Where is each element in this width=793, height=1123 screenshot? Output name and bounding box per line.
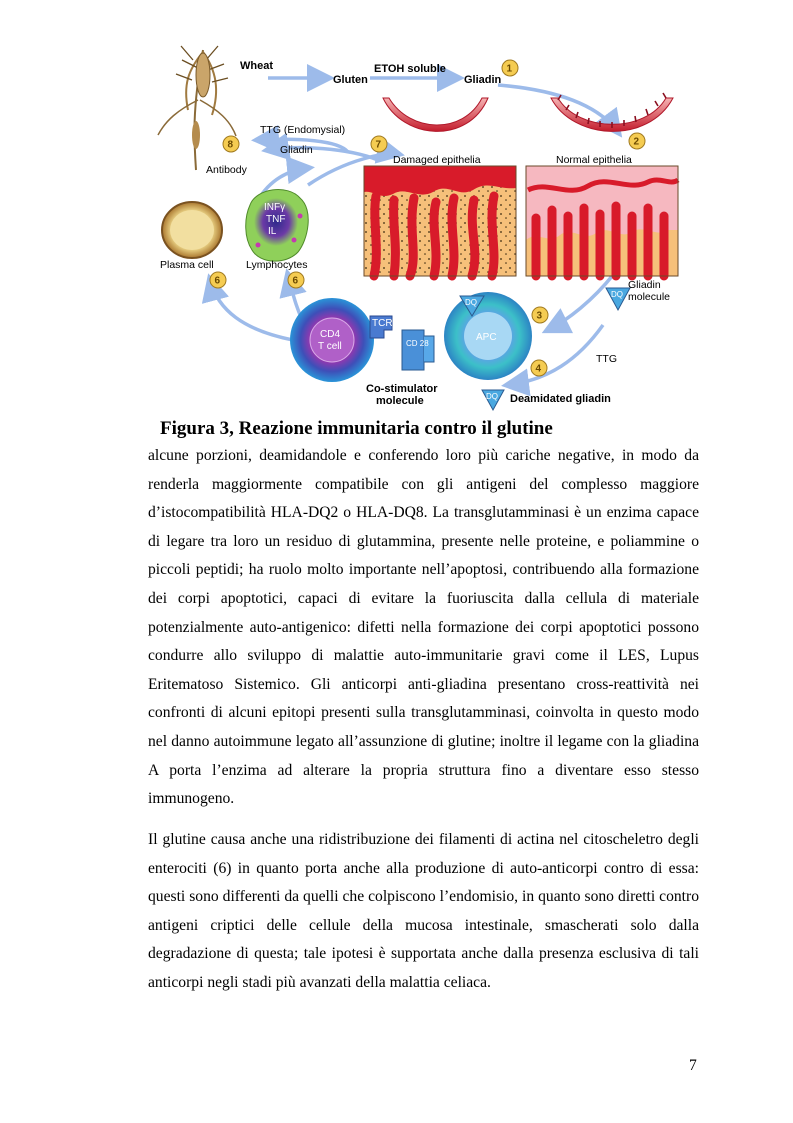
label-costimulator-2: molecule [376,395,424,407]
apc-cell [444,292,532,380]
step-badge-7 [371,136,387,152]
label-antibody: Antibody [206,164,247,176]
svg-text:T cell: T cell [318,341,342,352]
damaged-tissue-image [364,166,516,276]
svg-text:DQ: DQ [465,298,477,307]
page-number: 7 [689,1057,697,1074]
label-costimulator-1: Co-stimulator [366,383,438,395]
svg-text:CD4: CD4 [320,329,341,340]
immune-reaction-figure [148,40,708,412]
step-badge-3 [532,307,548,323]
svg-text:4: 4 [535,363,542,375]
gliadin-molecule [606,288,630,310]
svg-text:TNF: TNF [266,214,286,225]
wheat-icon [158,46,236,170]
label-apc: APC [476,332,497,343]
label-ttg-endomysial: TTG (Endomysial) [260,124,346,136]
step-badge-4 [531,360,547,376]
body-paragraph-1: alcune porzioni, deamidandole e conferendo loro più cariche negative, in modo da renderla maggiormente compatibile con gli antigeni del complesso maggiore d’istocompatibilità HLA-DQ2 o HLA-DQ8. La transglutamminasi è un enzima capace di legare tra loro un residuo di glutammina, presente nelle proteine, e poliammine o piccoli peptidi; ha ruolo molto importante nell’apoptosi, contribuendo alla formazione dei corpi apoptotici, capaci di evitare la fuoriuscita dalla cellula di materiale potenzialmente auto-antigenico: difetti nella formazione dei corpi apoptotici possono condurre allo sviluppo di malattie auto-immunitarie gravi come il LES, Lupus Eritematoso Sistemico. Gli anticorpi anti-gliadina presentano cross-reattività nei confronti di alcuni epitopi presenti sulla transglutamminasi, coinvolta in questo modo nel danno autoimmune legato all’assunzione di glutine; inoltre il legame con la gliadina A porta l’enzima ad alterare la propria struttura fino a diventare esso stesso immunogeno. [148,447,699,808]
label-etoh-soluble: ETOH soluble [374,63,446,75]
deamidated-gliadin [482,390,504,410]
step-badge-2 [629,133,645,149]
label-gliadin-molecule-1: Gliadin [628,279,661,291]
step-badge-6b [288,272,304,288]
label-lymphocytes: Lymphocytes [246,259,308,271]
figure-caption: Figura 3, Reazione immunitaria contro il glutine [160,418,553,439]
lymphocyte-cell [246,190,309,262]
svg-text:6: 6 [214,275,221,287]
label-gliadin-antibody: Gliadin [280,144,313,156]
costimulator-molecule [402,330,434,370]
label-ttg: TTG [596,353,617,365]
svg-text:7: 7 [375,139,382,151]
svg-text:6: 6 [292,275,299,287]
label-damaged-epithelia: Damaged epithelia [393,154,481,166]
label-gliadin: Gliadin [464,74,502,86]
svg-text:CD 28: CD 28 [406,339,429,348]
svg-text:1: 1 [506,63,513,75]
normal-tissue-image [526,166,678,276]
damaged-epithelia-arc [383,98,488,131]
cd4-t-cell [290,298,374,382]
label-deamidated-gliadin: Deamidated gliadin [510,393,611,405]
svg-text:DQ: DQ [611,290,623,299]
plasma-cell [162,202,222,258]
label-gluten: Gluten [333,74,368,86]
svg-text:2: 2 [633,136,640,148]
body-paragraph-2: Il glutine causa anche una ridistribuzione dei filamenti di actina nel citoscheletro degli enterociti (6) in quanto porta anche alla produzione di auto-anticorpi contro di essa: questi sono differenti da quelli che colpiscono l’endomisio, in quanto sono diretti contro antigeni criptici delle cellule della mucosa intestinale, smascherati solo dalla degradazione di questa; tale ipotesi è supportata anche dalla presenza esclusiva di tali anticorpi negli stadi più avanzati della malattia celiaca. [148,831,699,991]
step-badge-8 [223,136,239,152]
svg-text:DQ: DQ [486,392,498,401]
step-badge-1 [502,60,518,76]
step-badge-6a [210,272,226,288]
label-normal-epithelia: Normal epithelia [556,154,632,166]
label-wheat: Wheat [240,60,273,72]
svg-text:3: 3 [536,310,543,322]
tcr-receptor [370,316,393,338]
svg-text:IL: IL [268,226,277,237]
label-gliadin-molecule-2: molecule [628,291,671,303]
svg-text:8: 8 [227,139,234,151]
svg-text:INFγ: INFγ [264,202,286,213]
label-plasma-cell: Plasma cell [160,259,214,271]
label-tcr: TCR [372,318,393,329]
